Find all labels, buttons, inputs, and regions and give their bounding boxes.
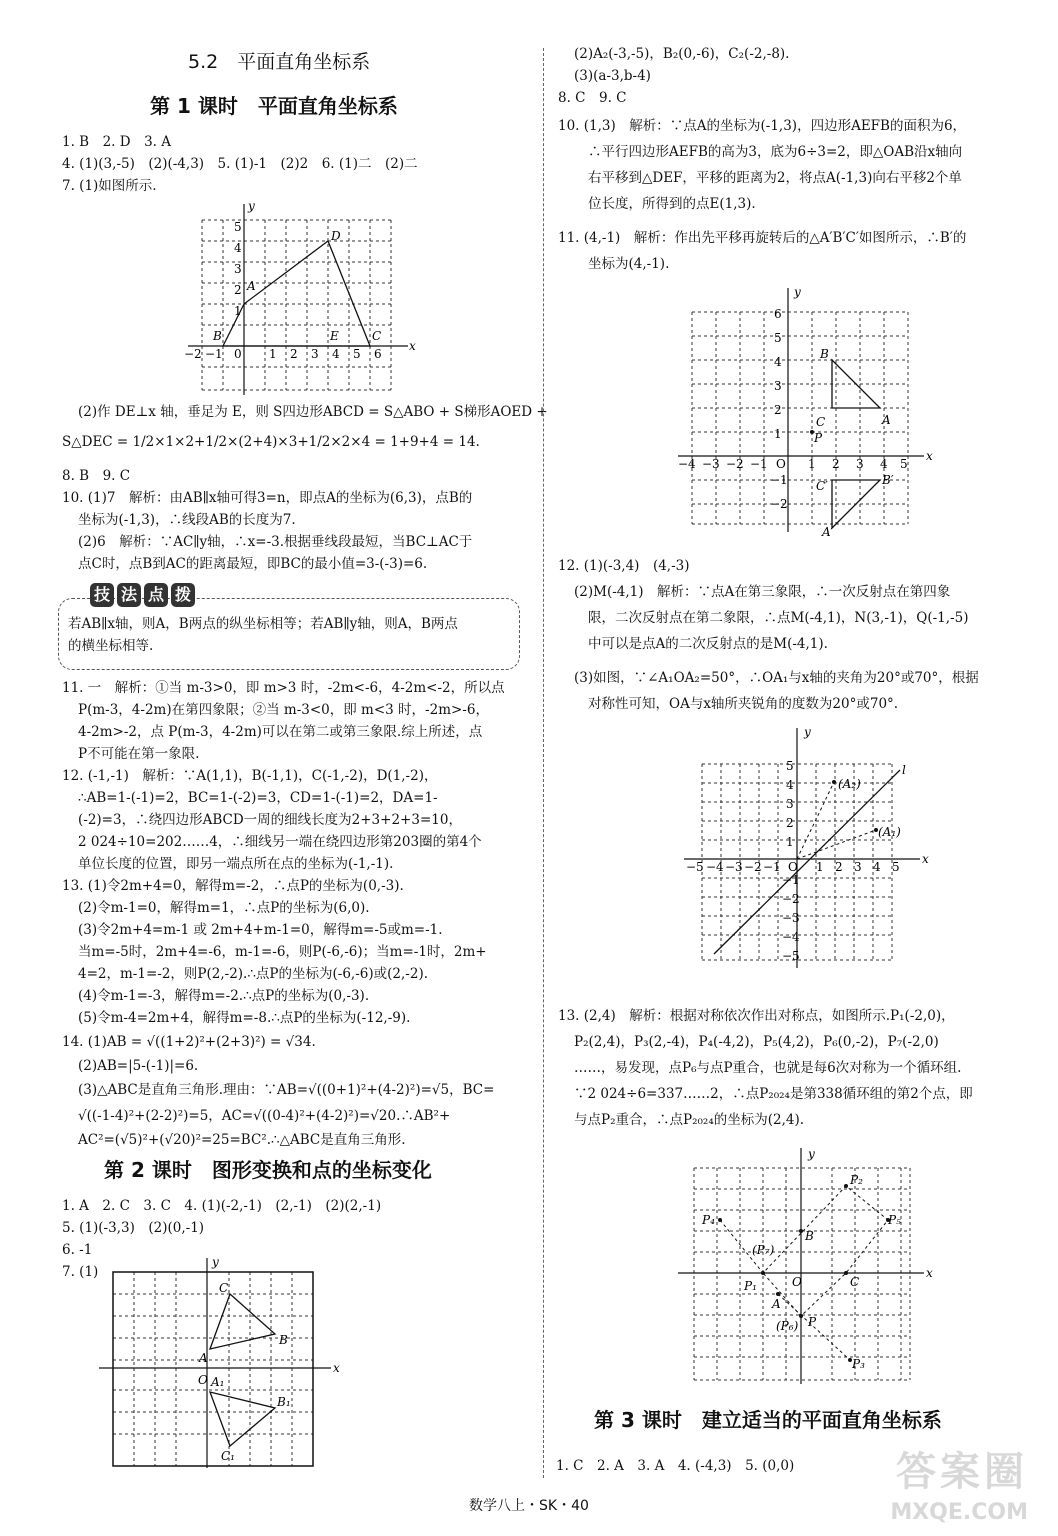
svg-text:(A₁): (A₁)	[878, 825, 901, 839]
svg-text:P₅: P₅	[888, 1213, 901, 1227]
answer-line: (4)令m-1=-3，解得m=-2.∴点P的坐标为(0,-3).	[78, 988, 370, 1004]
svg-text:−1: −1	[205, 347, 223, 361]
svg-text:6: 6	[374, 347, 382, 361]
answer-line: 与点P₂重合，∴点P₂₀₂₄的坐标为(2,4).	[574, 1112, 805, 1128]
answer-line: 位长度，所得到的点E(1,3).	[588, 196, 756, 212]
svg-text:P₂: P₂	[850, 1173, 863, 1187]
answer-line: 8. B 9. C	[62, 468, 131, 484]
tip-title-char: 拨	[171, 583, 195, 607]
answer-line: S△DEC = 1/2×1×2+1/2×(2+4)×3+1/2×2×4 = 1+9+4 = 14.	[62, 434, 480, 450]
svg-text:y: y	[212, 1256, 219, 1269]
svg-text:−4: −4	[678, 457, 696, 471]
svg-text:y: y	[804, 725, 811, 739]
answer-line: 13. (1)令2m+4=0，解得m=-2，∴点P的坐标为(0,-3).	[62, 878, 404, 894]
svg-text:B: B	[213, 329, 222, 343]
answer-line: (2)令m-1=0，解得m=1，∴点P的坐标为(6,0).	[78, 900, 370, 916]
svg-text:1: 1	[816, 860, 824, 874]
svg-text:3: 3	[856, 457, 864, 471]
svg-text:x: x	[922, 852, 929, 866]
svg-text:(A₂): (A₂)	[838, 777, 861, 791]
answer-line: (3)(a-3,b-4)	[574, 68, 651, 84]
answer-line: ∴平行四边形AEFB的高为3，底为6÷3=2，即△OAB沿x轴向	[588, 144, 963, 160]
svg-text:−1: −1	[750, 457, 768, 471]
answer-line: (3)令2m+4=m-1 或 2m+4+m-1=0，解得m=-5或m=-1.	[78, 922, 443, 938]
answer-line: 4-2m>-2，点 P(m-3，4-2m)可以在第二或第三象限.综上所述，点	[78, 724, 483, 740]
svg-text:0: 0	[234, 347, 242, 361]
svg-text:2: 2	[234, 283, 242, 297]
svg-text:C: C	[850, 1275, 860, 1289]
svg-text:−5: −5	[686, 860, 704, 874]
svg-text:O: O	[198, 1373, 208, 1387]
svg-text:6: 6	[774, 307, 782, 321]
svg-text:P₄: P₄	[702, 1213, 715, 1227]
svg-text:x: x	[926, 449, 933, 463]
answer-line: √((-1-4)²+(2-2)²)=5，AC=√((0-4)²+(4-2)²)=√20.∴AB²+	[78, 1108, 451, 1124]
figure-symmetry-cycle	[674, 1144, 936, 1388]
tip-title	[90, 583, 195, 607]
svg-text:x: x	[926, 1266, 933, 1280]
lesson1-title: 第 1 课时 平面直角坐标系	[150, 94, 398, 118]
figure-rotation	[672, 284, 934, 542]
answer-line: 限，二次反射点在第二象限，∴点M(-4,1)，N(3,-1)，Q(-1,-5)	[588, 610, 969, 626]
svg-text:4: 4	[880, 457, 888, 471]
svg-text:x: x	[333, 1361, 340, 1375]
svg-text:O: O	[788, 860, 798, 874]
svg-text:y: y	[248, 200, 255, 213]
answer-line: 6. -1	[62, 1242, 93, 1258]
answer-line: (-2)=3，∴绕四边形ABCD一周的细线长度为2+3+2+3=10，	[78, 812, 462, 828]
answer-line: ∴AB=1-(-1)=2，BC=1-(-2)=3，CD=1-(-1)=2，DA=1-	[78, 790, 438, 806]
answer-line: (2)M(-4,1) 解析：∵点A在第三象限，∴一次反射点在第四象	[574, 584, 951, 600]
svg-text:1: 1	[808, 457, 816, 471]
figure-reflection-angle	[680, 724, 930, 976]
svg-text:C: C	[219, 1281, 229, 1295]
answer-line: 2 024÷10=202……4，∴细线另一端在绕四边形第203圈的第4个	[78, 834, 482, 850]
answer-line: P不可能在第一象限.	[78, 746, 200, 762]
svg-text:C: C	[816, 415, 826, 429]
svg-text:B′: B′	[882, 473, 894, 487]
svg-text:x: x	[409, 339, 416, 353]
answer-line: 5. (1)(-3,3) (2)(0,-1)	[62, 1220, 205, 1236]
svg-text:(P₆): (P₆)	[776, 1319, 799, 1333]
svg-text:−2: −2	[184, 347, 202, 361]
svg-text:P₃: P₃	[852, 1357, 865, 1371]
svg-text:C₁: C₁	[221, 1449, 235, 1463]
answer-line: 12. (-1,-1) 解析：∵A(1,1)，B(-1,1)，C(-1,-2)，D(1,-2)，	[62, 768, 438, 784]
page-footer: 数学八上・SK・40	[469, 1498, 589, 1514]
answer-line: 当m=-5时，2m+4=-6，m-1=-6，则P(-6,-6)；当m=-1时，2m+	[78, 944, 487, 960]
answer-line: 右平移到△DEF，平移的距离为2，将点A(-1,3)向右平移2个单	[588, 170, 962, 186]
svg-text:−2: −2	[726, 457, 744, 471]
answer-line: (5)令m-4=2m+4，解得m=-8.∴点P的坐标为(-12,-9).	[78, 1010, 411, 1026]
svg-text:O: O	[792, 1275, 802, 1289]
answer-line: 7. (1)如图所示.	[62, 178, 157, 194]
svg-text:A₁: A₁	[211, 1375, 225, 1389]
svg-text:1: 1	[269, 347, 277, 361]
figure-quadrilateral-abcd	[178, 200, 418, 395]
svg-text:−3: −3	[725, 860, 743, 874]
answer-line: P₂(2,4)，P₃(2,-4)，P₄(-4,2)，P₅(4,2)，P₆(0,-2)，P₇(-2,0)	[574, 1034, 939, 1050]
svg-text:−2: −2	[782, 892, 800, 906]
svg-text:3: 3	[854, 860, 862, 874]
answer-line: 10. (1,3) 解析：∵点A的坐标为(-1,3)，四边形AEFB的面积为6，	[558, 118, 967, 134]
svg-text:2: 2	[832, 457, 840, 471]
tip-box	[58, 598, 520, 670]
svg-text:4: 4	[234, 241, 242, 255]
lesson2-title: 第 2 课时 图形变换和点的坐标变化	[104, 1158, 432, 1182]
answer-line: 13. (2,4) 解析：根据对称依次作出对称点，如图所示.P₁(-2,0)，	[558, 1008, 955, 1024]
svg-text:−1: −1	[782, 873, 800, 887]
svg-text:4: 4	[786, 778, 794, 792]
tip-title-char: 点	[144, 583, 168, 607]
svg-text:(P₇): (P₇)	[752, 1243, 775, 1257]
svg-text:A: A	[199, 1351, 208, 1365]
answer-line: ∵2 024÷6=337……2，∴点P₂₀₂₄是第338循环组的第2个点，即	[574, 1086, 973, 1102]
svg-text:3: 3	[234, 262, 242, 276]
tip-title-char: 技	[90, 583, 114, 607]
svg-text:A′: A′	[822, 525, 834, 539]
answer-line: 1. B 2. D 3. A	[62, 134, 172, 150]
answer-line: 4=2，m-1=-2，则P(2,-2).∴点P的坐标为(-6,-6)或(2,-2).	[78, 966, 428, 982]
svg-text:1: 1	[786, 835, 794, 849]
svg-text:D: D	[331, 229, 341, 243]
svg-text:l: l	[902, 763, 906, 777]
watermark-url: MXQE.COM	[890, 1500, 1028, 1525]
answer-line: AC²=(√5)²+(√20)²=25=BC².∴△ABC是直角三角形.	[78, 1132, 406, 1148]
svg-text:2: 2	[835, 860, 843, 874]
svg-text:−5: −5	[782, 949, 800, 963]
svg-text:B: B	[820, 347, 829, 361]
answer-line: 点C时，点B到AC的距离最短，即BC的最小值=3-(-3)=6.	[78, 556, 428, 572]
svg-text:P₁: P₁	[744, 1279, 757, 1293]
svg-text:2: 2	[290, 347, 298, 361]
svg-text:4: 4	[873, 860, 881, 874]
svg-text:−2: −2	[744, 860, 762, 874]
answer-line: 7. (1)	[62, 1264, 99, 1280]
svg-text:5: 5	[774, 331, 782, 345]
tip-text: 若AB∥x轴，则A，B两点的纵坐标相等；若AB∥y轴，则A，B两点	[68, 616, 458, 632]
svg-text:O: O	[776, 457, 786, 471]
tip-title-char: 法	[117, 583, 141, 607]
svg-text:P: P	[808, 1315, 817, 1329]
svg-text:5: 5	[234, 220, 242, 234]
svg-text:A: A	[247, 279, 256, 293]
answer-line: (2)6 解析：∵AC∥y轴，∴x=-3.根据垂线段最短，当BC⊥AC于	[78, 534, 473, 550]
svg-text:2: 2	[774, 403, 782, 417]
watermark-logo: 答案圈	[896, 1449, 1028, 1495]
answer-line: 11. (4,-1) 解析：作出先平移再旋转后的△A′B′C′如图所示，∴B′的	[558, 230, 967, 246]
svg-text:1: 1	[234, 304, 242, 318]
svg-text:E: E	[330, 329, 339, 343]
answer-line: 坐标为(-1,3)，∴线段AB的长度为7.	[78, 512, 296, 528]
tip-text: 的横坐标相等.	[68, 638, 154, 654]
svg-text:5: 5	[786, 759, 794, 773]
answer-line: 14. (1)AB = √((1+2)²+(2+3)²) = √34.	[62, 1034, 316, 1050]
answer-line: 单位长度的位置，即另一端点所在点的坐标为(-1,-1).	[78, 856, 394, 872]
answer-line: 1. C 2. A 3. A 4. (-4,3) 5. (0,0)	[556, 1458, 795, 1474]
figure-triangle-reflection	[95, 1256, 345, 1471]
svg-text:−4: −4	[706, 860, 724, 874]
svg-text:3: 3	[311, 347, 319, 361]
answer-line: 坐标为(4,-1).	[588, 256, 670, 272]
answer-line: 1. A 2. C 3. C 4. (1)(-2,-1) (2,-1) (2)(2,-1)	[62, 1198, 382, 1214]
answer-line: P(m-3，4-2m)在第四象限；②当 m-3<0，即 m<3 时，-2m>-6，	[78, 702, 489, 718]
svg-text:3: 3	[774, 379, 782, 393]
svg-text:y: y	[808, 1147, 815, 1161]
svg-text:4: 4	[774, 355, 782, 369]
answer-line: (2)A₂(-3,-5)，B₂(0,-6)，C₂(-2,-8).	[574, 46, 790, 62]
svg-text:2: 2	[786, 816, 794, 830]
svg-text:C: C	[372, 329, 382, 343]
svg-text:5: 5	[892, 860, 900, 874]
column-divider	[543, 48, 544, 1478]
svg-text:−1: −1	[763, 860, 781, 874]
answer-line: (3)如图，∵∠A₁OA₂=50°，∴OA₁与x轴的夹角为20°或70°，根据	[574, 670, 979, 686]
svg-text:5: 5	[353, 347, 361, 361]
svg-text:1: 1	[774, 427, 782, 441]
answer-line: 11. 一 解析：①当 m-3>0，即 m>3 时，-2m<-6，4-2m<-2，所以点	[62, 680, 505, 696]
svg-text:−3: −3	[782, 911, 800, 925]
answer-line: 对称性可知，OA与x轴所夹锐角的度数为20°或70°.	[588, 696, 899, 712]
answer-line: ……，易发现，点P₆与点P重合，也就是每6次对称为一个循环组.	[574, 1060, 962, 1076]
svg-text:3: 3	[786, 797, 794, 811]
svg-text:−1: −1	[770, 473, 788, 487]
svg-text:B: B	[279, 1333, 288, 1347]
svg-text:C′: C′	[816, 479, 828, 493]
section-title: 5.2 平面直角坐标系	[188, 51, 371, 73]
answer-line: 8. C 9. C	[558, 90, 627, 106]
svg-text:y: y	[794, 285, 801, 299]
svg-text:A: A	[772, 1297, 781, 1311]
svg-text:5: 5	[900, 457, 908, 471]
svg-text:P: P	[814, 431, 823, 445]
svg-text:B: B	[805, 1229, 814, 1243]
svg-text:B₁: B₁	[277, 1395, 291, 1409]
answer-line: 10. (1)7 解析：由AB∥x轴可得3=n，即点A的坐标为(6,3)，点B的	[62, 490, 473, 506]
answer-line: (2)AB=|5-(-1)|=6.	[78, 1058, 199, 1074]
svg-text:−3: −3	[702, 457, 720, 471]
answer-line: 4. (1)(3,-5) (2)(-4,3) 5. (1)-1 (2)2 6. (1)二 (2)二	[62, 156, 418, 172]
answer-line: (2)作 DE⊥x 轴，垂足为 E，则 S四边形ABCD = S△ABO + S梯形AOED +	[78, 404, 548, 420]
lesson3-title: 第 3 课时 建立适当的平面直角坐标系	[594, 1408, 942, 1432]
svg-text:−2: −2	[770, 497, 788, 511]
svg-text:4: 4	[332, 347, 340, 361]
svg-text:A: A	[882, 413, 891, 427]
answer-line: 12. (1)(-3,4) (4,-3)	[558, 558, 690, 574]
answer-line: (3)△ABC是直角三角形.理由：∵AB=√((0+1)²+(4-2)²)=√5，BC=	[78, 1082, 495, 1098]
svg-text:−4: −4	[782, 930, 800, 944]
answer-line: 中可以是点A的二次反射点的是M(-4,1).	[588, 636, 828, 652]
